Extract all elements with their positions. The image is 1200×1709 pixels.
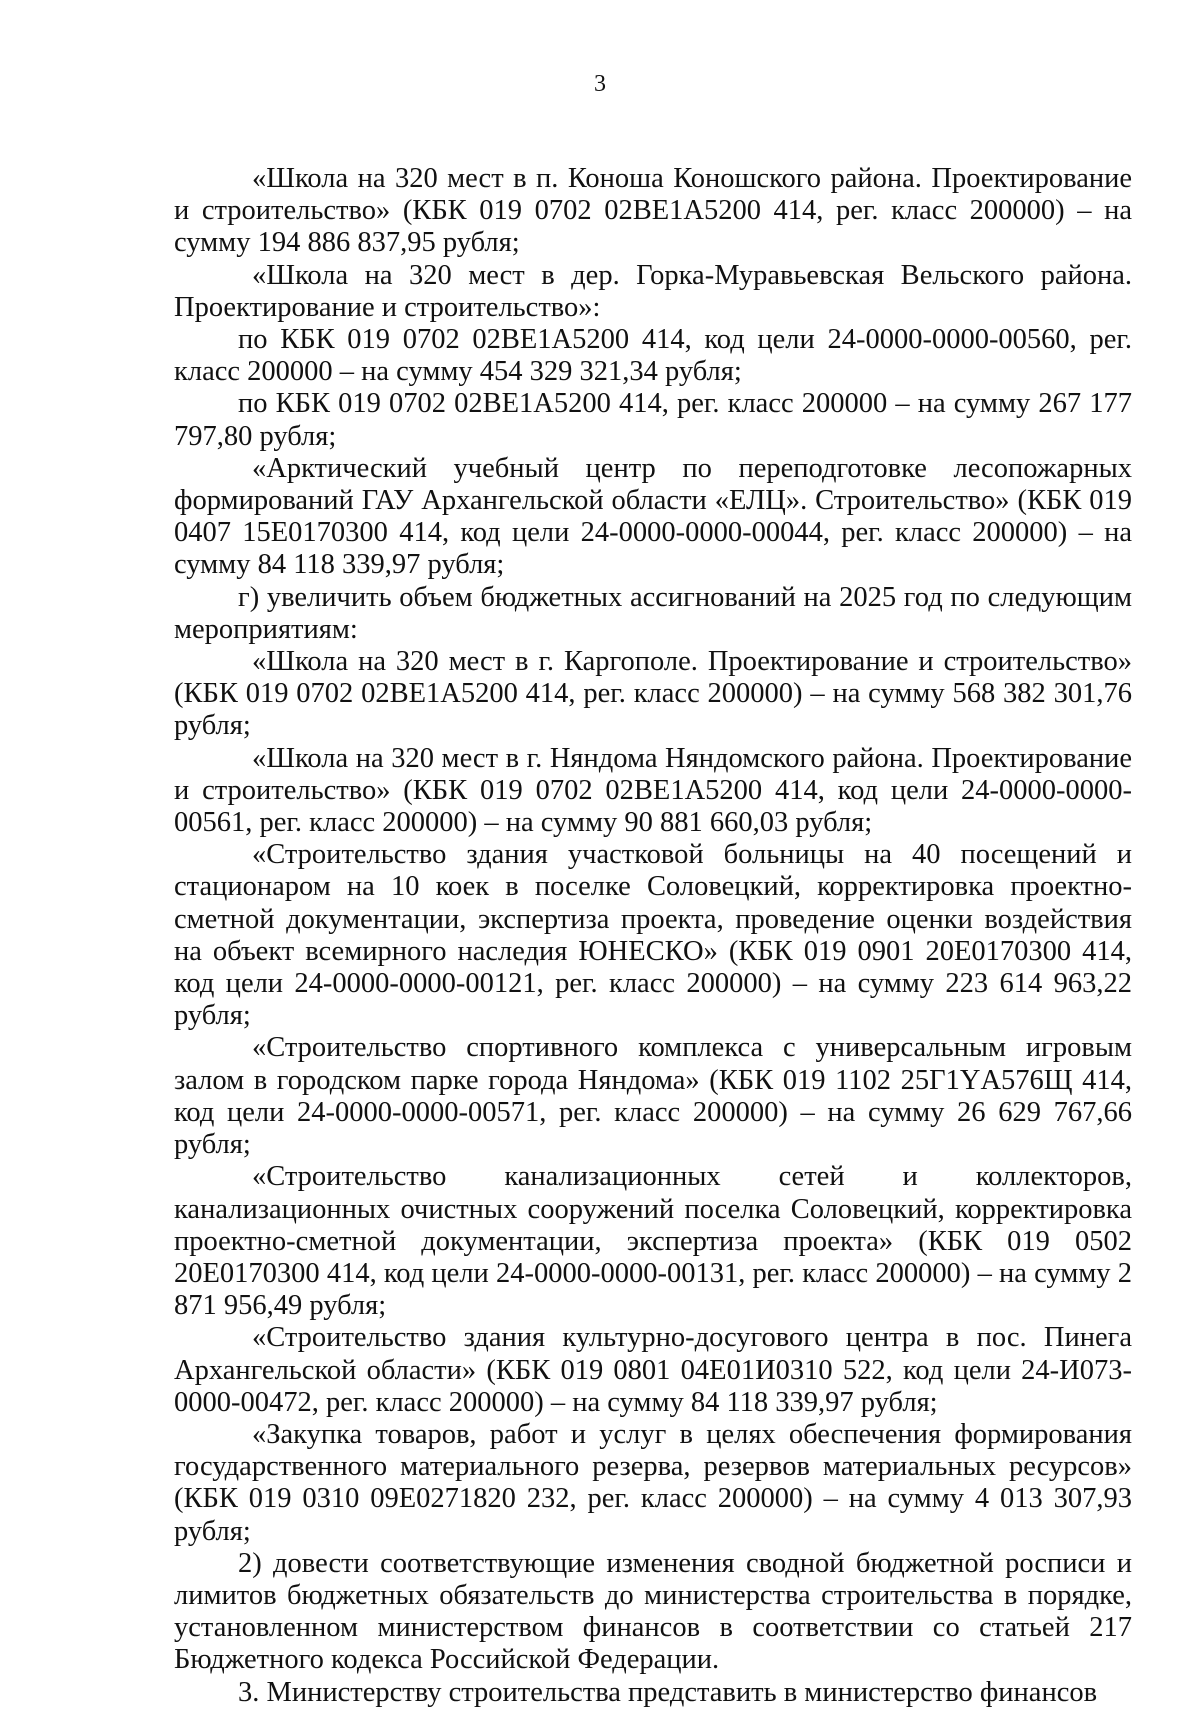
paragraph-school-konosha: «Школа на 320 мест в п. Коноша Коношского района. Проектирование и строительство» (КБК 019 0702 02ВЕ1А5200 414, рег. класс 200000) – на сумму 194 886 837,95 рубля; bbox=[174, 163, 1132, 259]
paragraph-solovetsky-sewerage: «Строительство канализационных сетей и коллекторов, канализационных очистных сооружений поселка Соловецкий, корректировка проектно-сметной документации, экспертиза проекта» (КБК 019 0502 20Е0170300 414, код цели 24-0000-0000-00131, рег. класс 200000) – на сумму 2 871 956,49 рубля; bbox=[174, 1161, 1132, 1322]
paragraph-school-nyandoma: «Школа на 320 мест в г. Няндома Няндомского района. Проектирование и строительство» (КБК 019 0702 02ВЕ1А5200 414, код цели 24-0000-0000-00561, рег. класс 200000) – на сумму 90 881 660,03 рубля; bbox=[174, 742, 1132, 839]
paragraph-nyandoma-sports-complex: «Строительство спортивного комплекса с универсальным игровым залом в городском парке города Няндома» (КБК 019 1102 25Г1YА576Щ 414, код цели 24-0000-0000-00571, рег. класс 200000) – на сумму 26 629 767,66 рубля; bbox=[174, 1032, 1132, 1161]
paragraph-increase-2025-allocations: г) увеличить объем бюджетных ассигнований на 2025 год по следующим мероприятиям: bbox=[174, 581, 1132, 645]
paragraph-pinega-cultural-center: «Строительство здания культурно-досугового центра в пос. Пинега Архангельской области» (КБК 019 0801 04Е01И0310 522, код цели 24-И073-0000-00472, рег. класс 200000) – на сумму 84 118 339,97 рубля; bbox=[174, 1322, 1132, 1418]
paragraph-ministry-submission: 3. Министерству строительства представить в министерство финансов bbox=[238, 1676, 1098, 1708]
paragraph-budget-list-changes: 2) довести соответствующие изменения сводной бюджетной росписи и лимитов бюджетных обязательств до министерства строительства в порядке, установленном министерством финансов в соответствии со статьей 217 Бюджетного кодекса Российской Федерации. bbox=[174, 1547, 1132, 1676]
paragraph-arctic-training-center: «Арктический учебный центр по переподготовке лесопожарных формирований ГАУ Архангельской области «ЕЛЦ». Строительство» (КБК 019 0407 15Е0170300 414, код цели 24-0000-0000-00044, рег. класс 200000) – на сумму 84 118 339,97 рубля; bbox=[174, 452, 1132, 581]
page-number: 3 bbox=[594, 71, 606, 97]
paragraph-material-reserve-procurement: «Закупка товаров, работ и услуг в целях обеспечения формирования государственного материального резерва, резервов материальных ресурсов» (КБК 019 0310 09Е0271820 232, рег. класс 200000) – на сумму 4 013 307,93 рубля; bbox=[174, 1418, 1132, 1547]
paragraph-kbk-without-target-code: по КБК 019 0702 02ВЕ1А5200 414, рег. класс 200000 – на сумму 267 177 797,80 рубля; bbox=[174, 388, 1132, 452]
paragraph-school-gorka-muravyevskaya: «Школа на 320 мест в дер. Горка-Муравьевская Вельского района. Проектирование и строительство»: bbox=[174, 259, 1132, 323]
paragraph-solovetsky-hospital: «Строительство здания участковой больницы на 40 посещений и стационаром на 10 коек в поселке Соловецкий, корректировка проектно-сметной документации, экспертиза проекта, проведение оценки воздействия на объект всемирного наследия ЮНЕСКО» (КБК 019 0901 20Е0170300 414, код цели 24-0000-0000-00121, рег. класс 200000) – на сумму 223 614 963,22 рубля; bbox=[174, 839, 1132, 1032]
document-body bbox=[174, 163, 1132, 1709]
paragraph-school-kargopol: «Школа на 320 мест в г. Каргополе. Проектирование и строительство» (КБК 019 0702 02ВЕ1А5200 414, рег. класс 200000) – на сумму 568 382 301,76 рубля; bbox=[174, 646, 1132, 742]
paragraph-kbk-with-target-code: по КБК 019 0702 02ВЕ1А5200 414, код цели 24-0000-0000-00560, рег. класс 200000 – на сумму 454 329 321,34 рубля; bbox=[174, 324, 1132, 388]
